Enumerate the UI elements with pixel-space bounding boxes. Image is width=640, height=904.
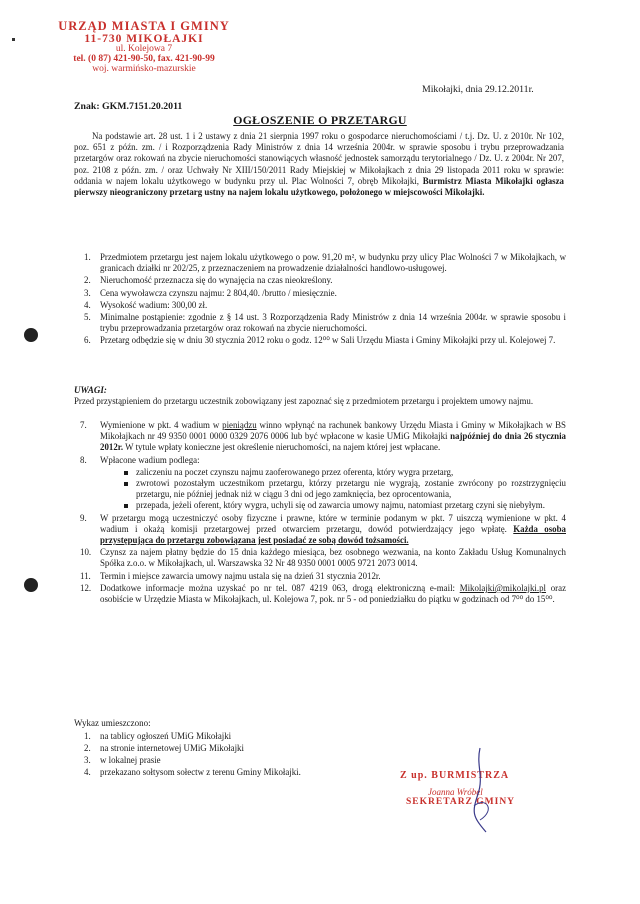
document-title: OGŁOSZENIE O PRZETARGU <box>233 113 407 127</box>
item-underlined: pieniądzu <box>222 420 257 430</box>
item-text: Wysokość wadium: 300,00 zł. <box>100 299 208 310</box>
list-item <box>76 312 566 334</box>
item-text: Nieruchomość przeznacza się do wynajęcia na czas nieokreślony. <box>100 275 333 286</box>
item-text: W przetargu mogą uczestniczyć osoby fizyczne i prawne, które w terminie podanym w pkt. 7 uiszczą wymienione w pkt. 4 wadium i okażą komisji przetargowej przed otwarciem przetargu, dowód potwierdzający jego wpłatę. <box>100 512 566 534</box>
item-number: 1. <box>84 252 91 262</box>
item-text: w lokalnej prasie <box>100 755 161 765</box>
list-item <box>76 455 566 512</box>
bullet-item: przepada, jeżeli oferent, który wygra, uchyli się od zawarcia umowy najmu, natomiast przetarg czyni się niebyłym. <box>100 500 566 511</box>
item-number: 10. <box>80 547 92 558</box>
item-number: 1. <box>84 731 91 741</box>
list-item <box>76 513 566 547</box>
reference-number: Znak: GKM.7151.20.2011 <box>74 101 183 112</box>
posting-heading: Wykaz umieszczono: <box>74 718 151 728</box>
item-number: 4. <box>84 299 91 310</box>
header-line-1: URZĄD MIASTA I GMINY <box>58 19 230 33</box>
id-requirement: Każda osoba przystępująca do przetargu zobowiązana jest posiadać ze sobą dowód tożsamości. <box>100 523 566 546</box>
item-number: 5. <box>84 312 91 323</box>
list-item <box>76 300 566 311</box>
conditions-list-continued <box>76 420 566 606</box>
intro-paragraph <box>74 131 564 198</box>
item-text: na tablicy ogłoszeń UMiG Mikołajki <box>100 731 232 741</box>
list-item <box>76 583 566 605</box>
item-number: 11. <box>80 570 91 581</box>
item-number: 6. <box>84 335 91 346</box>
posting-list <box>76 730 376 778</box>
item-text: przekazano sołtysom sołectw z terenu Gminy Mikołajki. <box>100 767 301 777</box>
list-item <box>76 335 566 346</box>
intro-bold: Burmistrz Miasta Mikołajki ogłasza pierwszy nieograniczony przetarg ustny na najem lokalu użytkowego, położonego w miejscowości Mikołajki. <box>74 175 564 198</box>
item-text: Minimalne postąpienie: zgodnie z § 14 ust. 3 Rozporządzenia Rady Ministrów z dnia 14 września 2004r. w sprawie sposobu i trybu przeprowadzania przetargów oraz rokowań na zbycie nieruchomości. <box>100 312 566 334</box>
intro-text: Na podstawie art. 28 ust. 1 i 2 ustawy z dnia 21 sierpnia 1997 roku o gospodarce nieruchomościami / t.j. Dz. U. z 2010r. Nr 102, poz. 651 z późn. zm. / i Rozporządzenia Rady Ministrów z dnia 14 września 2004r. w sprawie sposobu i trybu przeprowadzania przetargów oraz rokowań na zbycie nieruchomości stanowiących własność jednostek samorządu terytorialnego / Dz. U. z 2004r. Nr 207, poz. 2108 z późn. zm. / oraz Uchwały Nr XIII/150/2011 Rady Miejskiej w Mikołajkach z dnia 29 listopada 2011 roku w sprawie: oddania w najem lokalu użytkowego w budynku przy ul. Plac Wolności 7, obręb Mikołajki, <box>74 131 564 186</box>
scan-mark <box>12 38 15 41</box>
item-text: Przetarg odbędzie się w dniu 30 stycznia 2012 roku o godz. 12⁰⁰ w Sali Urzędu Miasta i Gminy Mikołajki przy ul. Kolejowej 7. <box>100 335 556 346</box>
email-link[interactable]: Mikolajki@mikolajki.pl <box>459 582 547 593</box>
item-text: Przedmiotem przetargu jest najem lokalu użytkowego o pow. 91,20 m², w budynku przy ulicy Plac Wolności 7 w Mikołajkach, w granicach działki nr 202/25, z przeznaczeniem na prowadzenie działalności handlowo-usługowej. <box>100 252 566 274</box>
item-number: 2. <box>84 275 91 286</box>
item-number: 9. <box>80 512 87 523</box>
deposit-bullets <box>100 467 566 512</box>
list-item <box>76 754 376 766</box>
list-item <box>76 730 376 742</box>
header-line-4: tel. (0 87) 421-90-50, fax. 421-90-99 <box>73 54 215 65</box>
office-header-stamp <box>44 20 244 75</box>
item-number: 7. <box>80 420 87 430</box>
item-text: Czynsz za najem płatny będzie do 15 dnia każdego miesiąca, bez osobnego wezwania, na konto Zakładu Usług Komunalnych Spółka z.o.o. w Mikołajkach, ul. Warszawska 32 Nr 48 9350 0001 0005 9721 2073 0014. <box>100 547 566 569</box>
list-item <box>76 288 566 299</box>
list-item <box>76 571 566 582</box>
bullet-item: zwrotowi pozostałym uczestnikom przetargu, którzy przetargu nie wygrają, zostanie zwrócony po rozstrzygnięciu przetargu, nie później jednak niż w ciągu 3 dni od jego zamknięcia, bez oprocentowania, <box>100 478 566 500</box>
item-number: 8. <box>80 454 87 465</box>
signature-stamp <box>400 770 530 807</box>
list-item <box>76 420 566 454</box>
signature-scribble <box>450 746 510 836</box>
list-item <box>76 766 376 778</box>
signature-line-2: Joanna Wróbel <box>428 787 483 797</box>
signature-line-1: Z up. BURMISTRZA <box>400 770 510 781</box>
item-text: oraz osobiście w Urzędzie Miasta w Mikołajkach, ul. Kolejowa 7, pok. nr 5 - od poniedziałku do piątku w godzinach od 7⁰⁰ do 15⁰⁰. <box>100 582 567 605</box>
item-number: 4. <box>84 767 91 777</box>
header-line-5: woj. warmińsko-mazurskie <box>92 64 196 75</box>
item-text: Wpłacone wadium podlega: <box>100 454 200 465</box>
punch-hole <box>24 328 38 342</box>
bullet-item: zaliczeniu na poczet czynszu najmu zaoferowanego przez oferenta, który wygra przetarg, <box>100 467 566 478</box>
item-text: W tytule wpłaty konieczne jest określenie nieruchomości, na najem której jest wpłacane. <box>125 442 441 453</box>
item-text: winno wpłynąć na rachunek bankowy Urzędu Miasta i Gminy w Mikołajkach w BS Mikołajkach nr 49 9350 0001 0000 0329 2076 0006 lub być wpłacone w kasie UMiG Mikołajki <box>100 420 566 442</box>
item-text: Termin i miejsce zawarcia umowy najmu ustala się na dzień 31 stycznia 2012r. <box>100 570 381 581</box>
list-item <box>76 742 376 754</box>
list-item <box>76 547 566 569</box>
conditions-list <box>76 252 566 348</box>
item-text: Dodatkowe informacje można uzyskać po nr tel. 087 4219 063, drogą elektroniczną e-mail: <box>100 582 455 593</box>
item-text: Cena wywoławcza czynszu najmu: 2 804,40. /brutto / miesięcznie. <box>100 287 337 298</box>
item-text: na stronie internetowej UMiG Mikołajki <box>100 743 244 753</box>
deadline-bold: najpóźniej do dnia 26 stycznia 2012r. <box>100 431 566 453</box>
header-line-3: ul. Kolejowa 7 <box>115 44 173 55</box>
list-item <box>76 252 566 274</box>
document-date: Mikołajki, dnia 29.12.2011r. <box>422 84 534 95</box>
item-number: 3. <box>84 287 91 298</box>
punch-hole <box>24 578 38 592</box>
item-text: Wymienione w pkt. 4 wadium w <box>100 420 220 430</box>
item-number: 2. <box>84 743 91 753</box>
remarks-text: Przed przystąpieniem do przetargu uczestnik zobowiązany jest zapoznać się z przedmiotem przetargu i projektem umowy najmu. <box>74 396 534 406</box>
item-number: 12. <box>80 582 92 593</box>
remarks-heading: UWAGI: <box>74 385 107 395</box>
item-number: 3. <box>84 755 91 765</box>
header-line-2: 11-730 MIKOŁAJKI <box>84 33 204 46</box>
list-item <box>76 275 566 286</box>
signature-line-3: SEKRETARZ GMINY <box>406 797 516 807</box>
